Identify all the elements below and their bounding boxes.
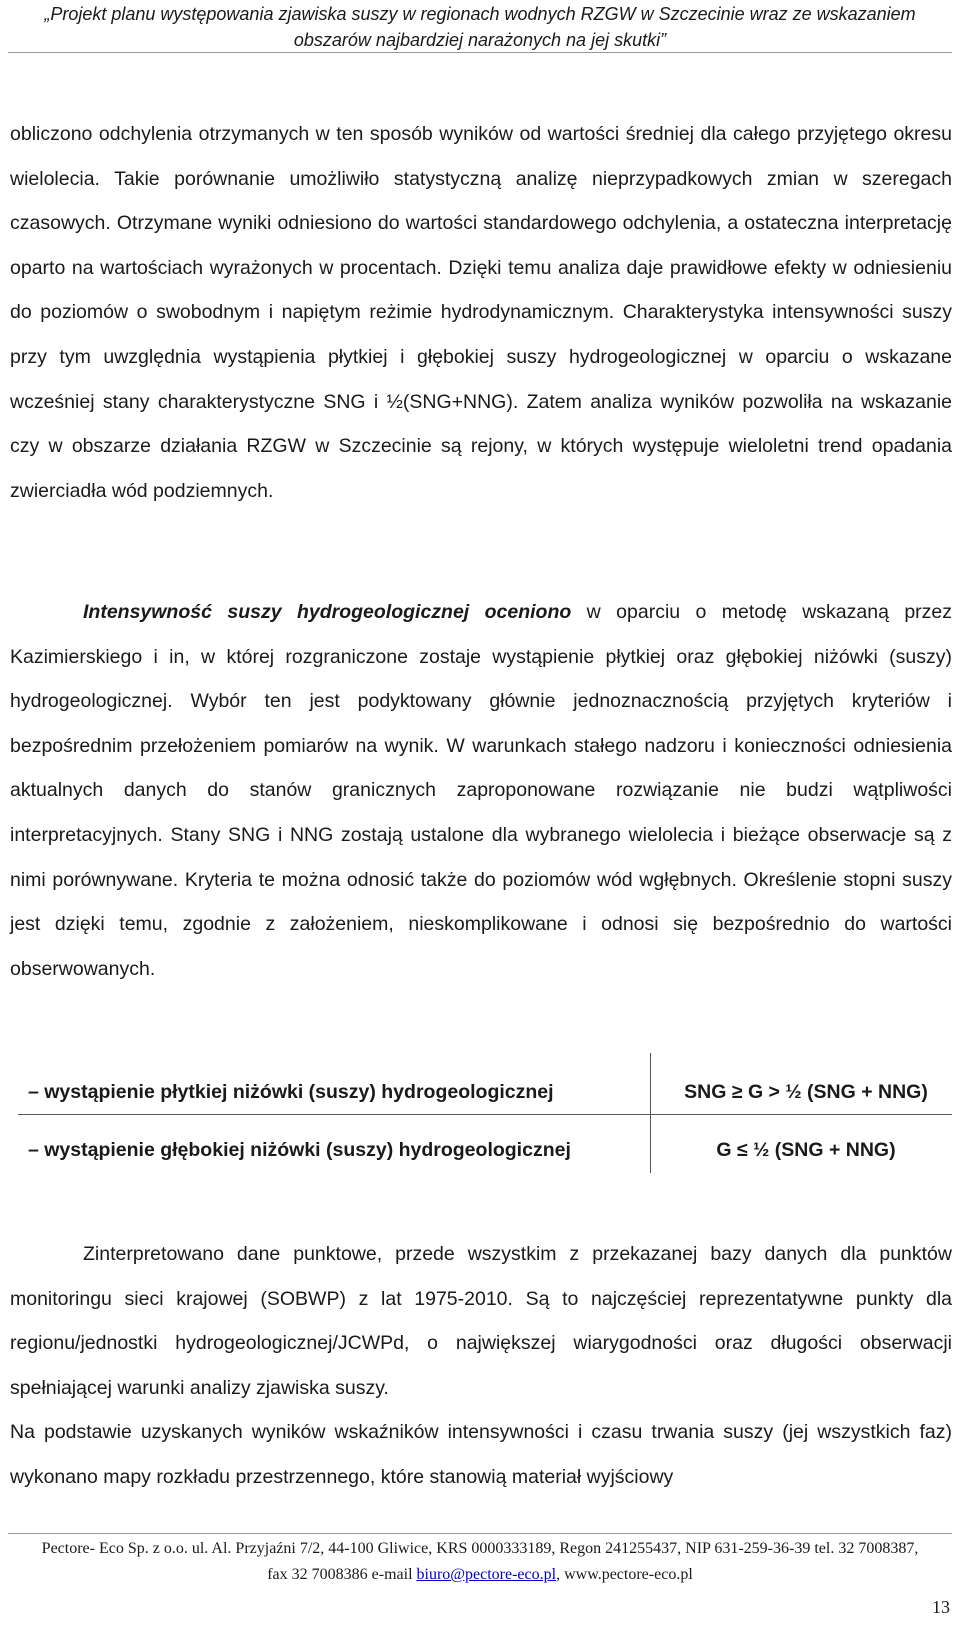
footer-email-link[interactable]: biuro@pectore-eco.pl [416, 1566, 557, 1583]
header-divider [8, 52, 952, 53]
body-paragraph-2 [10, 590, 952, 991]
page-number: 13 [932, 1597, 950, 1617]
paragraph-lead-emphasis: Intensywność suszy hydrogeologicznej oceniono [83, 601, 572, 623]
paragraph-text-4: Na podstawie uzyskanych wyników wskaźników intensywności i czasu trwania suszy (jej wszystkich faz) wykonano mapy rozkładu przestrzennego, które stanowią materiał wyjściowy [10, 1421, 952, 1488]
body-paragraph-3 [10, 1232, 952, 1500]
footer-divider [8, 1533, 952, 1534]
table-row-divider [18, 1114, 952, 1115]
paragraph-text: obliczono odchylenia otrzymanych w ten sposób wyników od wartości średniej dla całego przyjętego okresu wielolecia. Takie porównanie umożliwiło statystyczną analizę nieprzypadkowych zmian w szeregach czasowych. Otrzymane wyniki odniesiono do wartości standardowego odchylenia, a ostateczna interpretację oparto na wartościach wyrażonych w procentach. Dzięki temu analiza daje prawidłowe efekty w odniesieniu do poziomów o swobodnym i napiętym reżimie hydrodynamicznym. Charakterystyka intensywności suszy przy tym uwzględnia wystąpienia płytkiej i głębokiej suszy hydrogeologicznej w oparciu o wskazane wcześniej stany charakterystyczne SNG i ½(SNG+NNG). Zatem analiza wyników pozwoliła na wskazanie czy w obszarze działania RZGW w Szczecinie są rejony, w których występuje wieloletni trend opadania zwierciadła wód podziemnych. [10, 123, 952, 502]
criteria-label-shallow: – wystąpienie płytkiej niżówki (suszy) hydrogeologicznej [28, 1081, 554, 1103]
body-paragraph-1 [10, 112, 952, 513]
footer-contact-text: Pectore- Eco Sp. z o.o. ul. Al. Przyjaźni 7/2, 44-100 Gliwice, KRS 0000333189, Regon 241255437, NIP 631-259-36-39 tel. 32 7008387, fax 32 7008386 e-mail [41, 1540, 919, 1583]
paragraph-text: w oparciu o metodę wskazaną przez Kazimierskiego i in, w której rozgraniczone zostaje wystąpienie płytkiej oraz głębokiej niżówki (suszy) hydrogeologicznej. Wybór ten jest podyktowany głównie jednoznacznością przyjętych kryteriów i bezpośrednim przełożeniem pomiarów na wynik. W warunkach stałego nadzoru i konieczności odniesienia aktualnych danych do stanów granicznych zaproponowane rozwiązanie nie budzi wątpliwości interpretacyjnych. Stany SNG i NNG zostają ustalone dla wybranego wielolecia i bieżące obserwacje są z nimi porównywane. Kryteria te można odnosić także do poziomów wód wgłębnych. Określenie stopni suszy jest dzięki temu, zgodnie z założeniem, nieskomplikowane i odnosi się bezpośrednio do wartości obserwowanych. [10, 601, 953, 980]
drought-criteria-table [18, 1053, 952, 1173]
header-title-line-2: obszarów najbardziej narażonych na jej skutki” [293, 30, 667, 50]
footer-website-text: , www.pectore-eco.pl [556, 1566, 693, 1583]
document-footer [40, 1536, 920, 1588]
criteria-formula-deep: G ≤ ½ (SNG + NNG) [716, 1139, 896, 1161]
criteria-formula-shallow: SNG ≥ G > ½ (SNG + NNG) [684, 1081, 928, 1103]
paragraph-text: Zinterpretowano dane punktowe, przede wszystkim z przekazanej bazy danych dla punktów monitoringu sieci krajowej (SOBWP) z lat 1975-2010. Są to najczęściej reprezentatywne punkty dla regionu/jednostki hydrogeologicznej/JCWPd, o największej wiarygodności oraz długości obserwacji spełniającej warunki analizy zjawiska suszy. [10, 1243, 952, 1399]
header-title-line-1: „Projekt planu występowania zjawiska suszy w regionach wodnych RZGW w Szczecinie wraz ze wskazaniem [44, 4, 916, 24]
criteria-label-deep: – wystąpienie głębokiej niżówki (suszy) hydrogeologicznej [28, 1139, 571, 1161]
table-column-divider [650, 1053, 651, 1173]
document-header [0, 0, 960, 53]
